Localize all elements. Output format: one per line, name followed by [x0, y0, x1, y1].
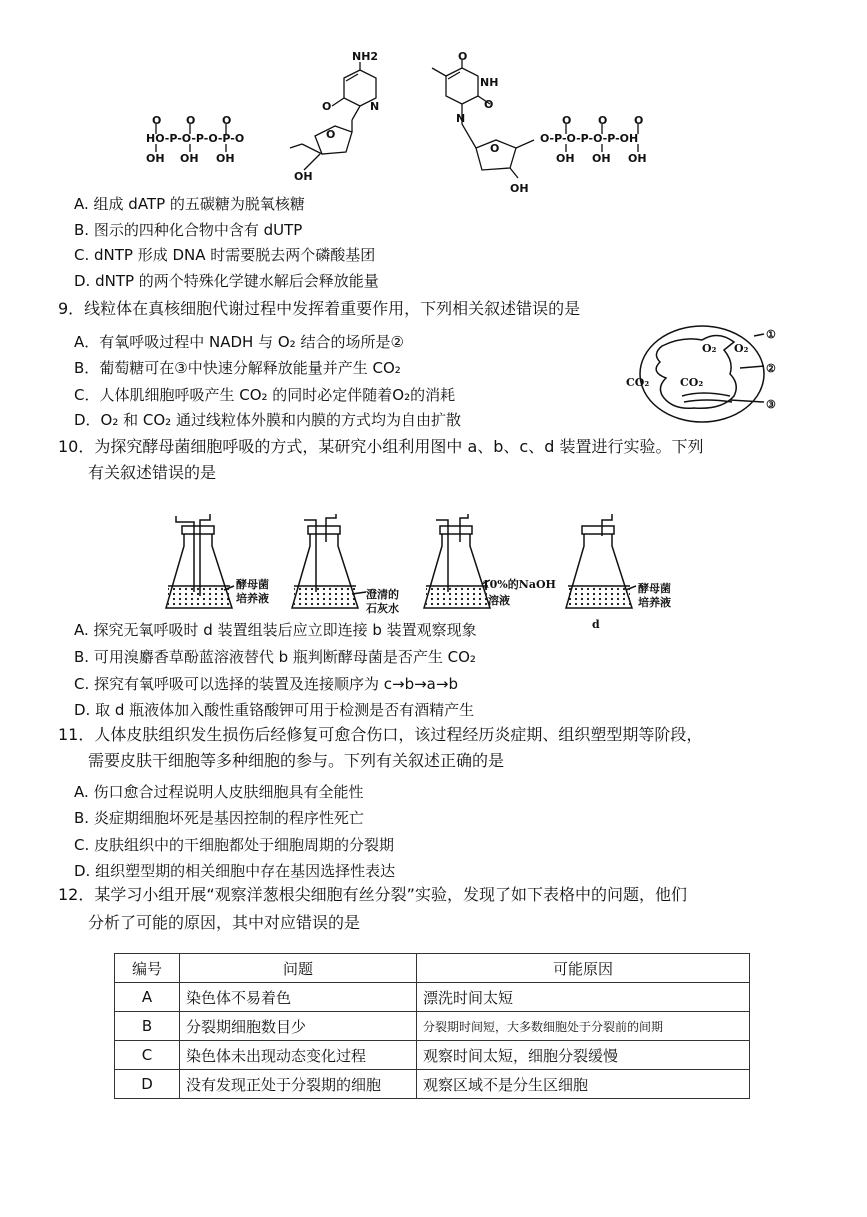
q8-option-d: D. dNTP 的两个特殊化学键水解后会释放能量 [74, 272, 379, 290]
flask-a-label-2: 培养液 [236, 592, 269, 605]
marker-1: ① [766, 328, 776, 341]
q9-stem: 9．线粒体在真核细胞代谢过程中发挥着重要作用，下列相关叙述错误的是 [58, 299, 581, 318]
q11-option-a: A. 伤口愈合过程说明人皮肤细胞具有全能性 [74, 783, 364, 801]
row-problem: 染色体不易着色 [180, 983, 417, 1012]
q9-option-c: C．人体肌细胞呼吸产生 CO₂ 的同时必定伴随着O₂的消耗 [74, 386, 456, 404]
svg-text:O: O [634, 114, 644, 127]
row-cause: 观察时间太短，细胞分裂缓慢 [417, 1041, 750, 1070]
svg-text:O: O [152, 114, 162, 127]
nucleotide-structures-figure [130, 48, 690, 198]
q9-option-a: A．有氧呼吸过程中 NADH 与 O₂ 结合的场所是② [74, 333, 404, 351]
phosphate-chain-right: O-P-O-P-O-P-OH [540, 132, 639, 145]
row-problem: 染色体未出现动态变化过程 [180, 1041, 417, 1070]
row-problem: 分裂期细胞数目少 [180, 1012, 417, 1041]
q9-option-b: B．葡萄糖可在③中快速分解释放能量并产生 CO₂ [74, 359, 401, 377]
svg-text:O: O [562, 114, 572, 127]
o-label: O [322, 100, 332, 113]
co2-label-a: CO₂ [626, 376, 650, 389]
svg-text:OH: OH [216, 152, 235, 165]
svg-text:O: O [186, 114, 196, 127]
row-cause: 分裂期时间短，大多数细胞处于分裂前的间期 [417, 1012, 750, 1041]
svg-text:O: O [490, 142, 500, 155]
svg-text:OH: OH [180, 152, 199, 165]
marker-3: ③ [766, 398, 776, 411]
svg-text:N: N [456, 112, 466, 125]
table-row [115, 1041, 750, 1070]
flask-d-letter: d [592, 618, 600, 631]
q11-stem-line1: 11．人体皮肤组织发生损伤后经修复可愈合伤口，该过程经历炎症期、组织塑型期等阶段， [58, 725, 703, 744]
flask-b-label-1: 澄清的 [366, 588, 399, 601]
q10-stem-line2: 有关叙述错误的是 [88, 463, 217, 482]
table-row [115, 1012, 750, 1041]
flask-a-label-1: 酵母菌 [236, 578, 269, 591]
svg-text:O: O [326, 128, 336, 141]
svg-text:OH: OH [146, 152, 165, 165]
row-cause: 漂洗时间太短 [417, 983, 750, 1012]
row-id: A [115, 983, 180, 1012]
q12-stem-line1: 12．某学习小组开展“观察洋葱根尖细胞有丝分裂”实验，发现了如下表格中的问题，他们 [58, 885, 687, 904]
svg-text:NH: NH [480, 76, 499, 89]
svg-text:O: O [458, 50, 468, 63]
svg-text:OH: OH [556, 152, 575, 165]
nh2-label: NH2 [352, 50, 379, 63]
header-problem: 问题 [180, 954, 417, 983]
svg-text:N: N [370, 100, 380, 113]
co2-label-b: CO₂ [680, 376, 704, 389]
q10-stem-line1: 10．为探究酵母菌细胞呼吸的方式，某研究小组利用图中 a、b、c、d 装置进行实验。下列 [58, 437, 704, 456]
q11-stem-line2: 需要皮肤干细胞等多种细胞的参与。下列有关叙述正确的是 [88, 751, 505, 770]
header-cause: 可能原因 [417, 954, 750, 983]
svg-text:OH: OH [592, 152, 611, 165]
q12-stem-line2: 分析了可能的原因，其中对应错误的是 [88, 913, 361, 932]
row-id: B [115, 1012, 180, 1041]
phosphate-chain-left: HO-P-O-P-O-P-O [146, 132, 245, 145]
q11-option-b: B. 炎症期细胞坏死是基因控制的程序性死亡 [74, 809, 364, 827]
svg-text:OH: OH [628, 152, 647, 165]
table-header-row [115, 954, 750, 983]
flask-c-label-1: 10%的NaOH [482, 578, 556, 591]
q11-option-d: D. 组织塑型期的相关细胞中存在基因选择性表达 [74, 862, 396, 880]
row-id: D [115, 1070, 180, 1099]
marker-2: ② [766, 362, 776, 375]
q10-option-b: B. 可用溴麝香草酚蓝溶液替代 b 瓶判断酵母菌是否产生 CO₂ [74, 648, 476, 666]
svg-text:O: O [484, 98, 494, 111]
q8-option-c: C. dNTP 形成 DNA 时需要脱去两个磷酸基团 [74, 246, 376, 264]
mitochondrion-diagram [622, 322, 804, 426]
table-row [115, 1070, 750, 1099]
oh-label: OH [294, 170, 313, 183]
row-id: C [115, 1041, 180, 1070]
q8-option-b: B. 图示的四种化合物中含有 dUTP [74, 221, 303, 239]
o2-label-a: O₂ [702, 342, 717, 355]
header-number: 编号 [115, 954, 180, 983]
row-problem: 没有发现正处于分裂期的细胞 [180, 1070, 417, 1099]
q9-option-d: D．O₂ 和 CO₂ 通过线粒体外膜和内膜的方式均为自由扩散 [74, 411, 461, 429]
q11-option-c: C. 皮肤组织中的干细胞都处于细胞周期的分裂期 [74, 836, 395, 854]
o2-label-b: O₂ [734, 342, 749, 355]
flask-apparatus-figure [160, 512, 680, 634]
flask-d-label-1: 酵母菌 [638, 582, 671, 595]
q10-option-c: C. 探究有氧呼吸可以选择的装置及连接顺序为 c→b→a→b [74, 675, 458, 693]
svg-text:OH: OH [510, 182, 529, 195]
flask-c-label-2: 溶液 [488, 594, 510, 607]
q10-option-a: A. 探究无氧呼吸时 d 装置组装后应立即连接 b 装置观察现象 [74, 621, 477, 639]
q10-option-d: D. 取 d 瓶液体加入酸性重铬酸钾可用于检测是否有酒精产生 [74, 701, 475, 719]
svg-text:O: O [222, 114, 232, 127]
flask-b-label-2: 石灰水 [366, 602, 399, 615]
flask-d-label-2: 培养液 [638, 596, 671, 609]
q8-option-a: A. 组成 dATP 的五碳糖为脱氧核糖 [74, 195, 305, 213]
row-cause: 观察区域不是分生区细胞 [417, 1070, 750, 1099]
analysis-table [114, 953, 750, 1099]
table-row [115, 983, 750, 1012]
svg-text:O: O [598, 114, 608, 127]
